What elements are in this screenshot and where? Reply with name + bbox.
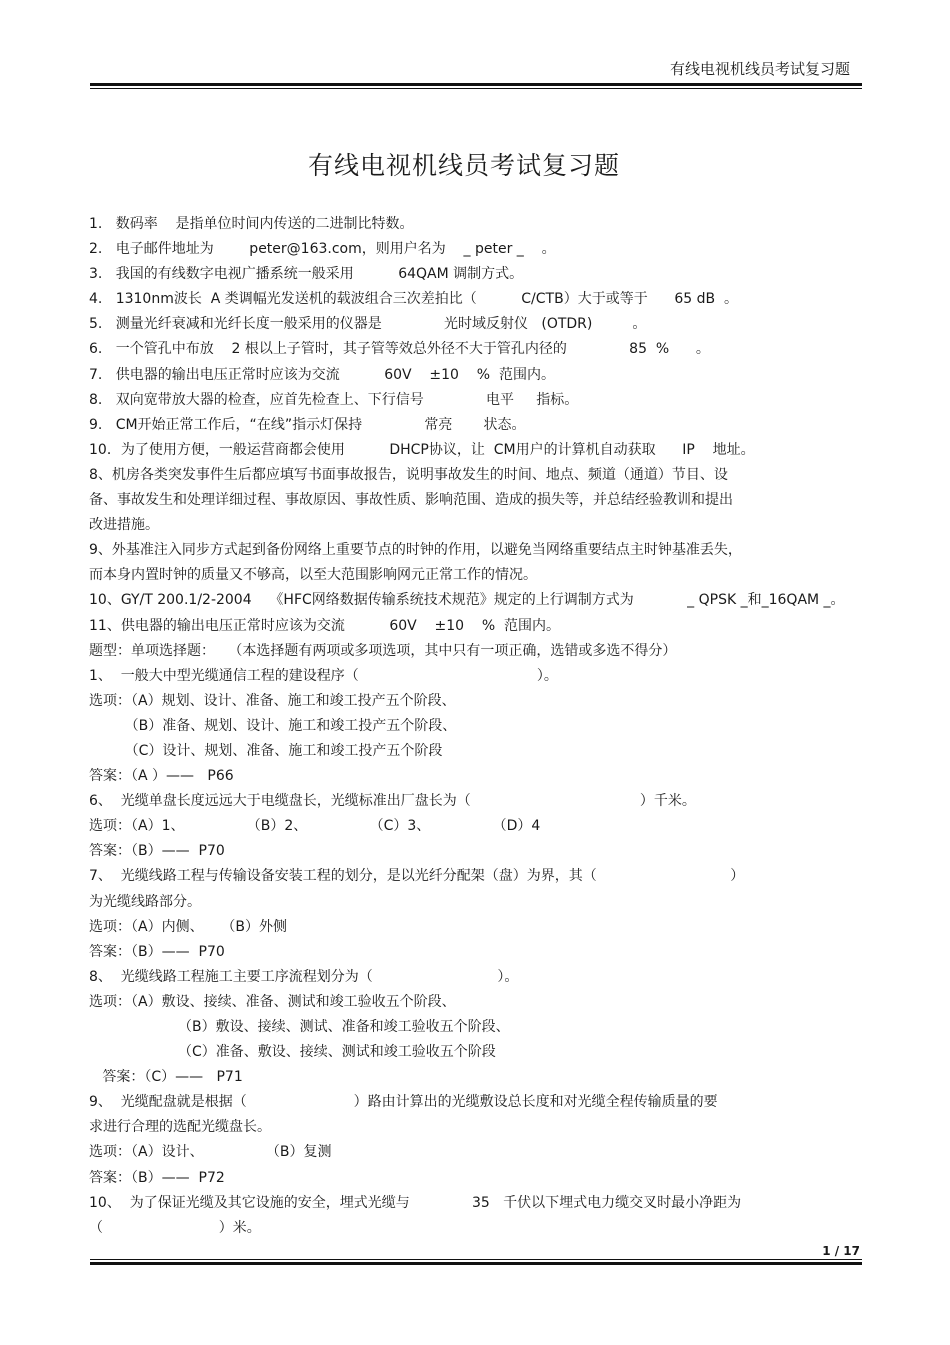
document-body bbox=[89, 212, 879, 1241]
text-line: 选项：（A）1、 （B）2、 （C）3、 （D）4 bbox=[89, 818, 541, 835]
text-line: （B）敷设、接续、测试、准备和竣工验收五个阶段、 bbox=[89, 1019, 510, 1035]
running-title: 有线电视机线员考试复习题 bbox=[669, 60, 850, 78]
text-line: 7、 光缆线路工程与传输设备安装工程的划分，是以光纤分配架（盘）为界，其（ ） bbox=[89, 868, 745, 885]
text-line: 6、 光缆单盘长度远远大于电缆盘长，光缆标准出厂盘长为（ ）千米。 bbox=[89, 793, 696, 810]
text-line: 6. 一个管孔中布放 2 根以上子管时，其子管等效总外径不大于管孔内径的 85 % 。 bbox=[89, 341, 710, 358]
text-line: 答案：（B）—— P70 bbox=[89, 943, 225, 960]
header-rule-thick bbox=[90, 83, 862, 86]
text-line: 5. 测量光纤衰减和光纤长度一般采用的仪器是 光时域反射仪 (OTDR) 。 bbox=[89, 316, 647, 333]
text-line: 8. 双向宽带放大器的检查，应首先检查上、下行信号 电平 指标。 bbox=[89, 391, 579, 408]
text-line: 选项：（A）敷设、接续、准备、测试和竣工验收五个阶段、 bbox=[89, 993, 456, 1010]
text-line: 选项：（A）设计、 （B）复测 bbox=[89, 1144, 332, 1161]
text-line: 3. 我国的有线数字电视广播系统一般采用 64QAM 调制方式。 bbox=[89, 266, 524, 283]
text-line: 2. 电子邮件地址为 peter@163.com，则用户名为 _ peter _ 。 bbox=[89, 241, 556, 258]
text-line: 8、机房各类突发事件生后都应填写书面事故报告，说明事故发生的时间、地点、频道（通道）节目、设 bbox=[89, 466, 728, 483]
text-line: 备、事故发生和处理详细过程、事故原因、事故性质、影响范围、造成的损失等，并总结经验教训和提出 bbox=[89, 492, 733, 509]
text-line: 选项：（A）内侧、 （B）外侧 bbox=[89, 918, 287, 935]
text-line: 10．为了使用方便，一般运营商都会使用 DHCP协议，让 CM用户的计算机自动获取 IP 地址。 bbox=[89, 441, 755, 458]
text-line: （C）设计、规划、准备、施工和竣工投产五个阶段 bbox=[89, 742, 443, 759]
text-line: 9、 光缆配盘就是根据（ ）路由计算出的光缆敷设总长度和对光缆全程传输质量的要 bbox=[89, 1094, 718, 1111]
text-line: 求进行合理的选配光缆盘长。 bbox=[89, 1119, 271, 1136]
header-rule-thin bbox=[90, 88, 862, 89]
text-line: （B）准备、规划、设计、施工和竣工投产五个阶段、 bbox=[89, 717, 457, 734]
text-line: 1、 一般大中型光缆通信工程的建设程序（ ）。 bbox=[89, 667, 558, 684]
text-line: 题型：单项选择题： （本选择题有两项或多项选项，其中只有一项正确，选错或多选不得分） bbox=[89, 642, 677, 659]
text-line: （ ）米。 bbox=[89, 1219, 261, 1236]
footer-rule-thick bbox=[90, 1262, 862, 1265]
text-line: 11、供电器的输出电压正常时应该为交流 60V ±10 % 范围内。 bbox=[89, 617, 561, 634]
text-line: 9. CM开始正常工作后，“在线”指示灯保持 常亮 状态。 bbox=[89, 416, 526, 433]
text-line: 答案：（B）—— P72 bbox=[89, 1169, 225, 1186]
text-line: 为光缆线路部分。 bbox=[89, 893, 201, 910]
page-number: 1 / 17 bbox=[822, 1244, 860, 1258]
text-line: 8、 光缆线路工程施工主要工序流程划分为（ ）。 bbox=[89, 968, 519, 985]
text-line: 答案：（B）—— P70 bbox=[89, 843, 225, 860]
document-title: 有线电视机线员考试复习题 bbox=[307, 151, 620, 180]
text-line: 选项：（A）规划、设计、准备、施工和竣工投产五个阶段、 bbox=[89, 692, 456, 709]
footer-rule-thin bbox=[90, 1259, 862, 1260]
text-line: 答案：（C）—— P71 bbox=[89, 1069, 243, 1086]
text-line: 10、GY/T 200.1/2-2004 《HFC网络数据传输系统技术规范》规定的上行调制方式为 _ QPSK _和_16QAM _。 bbox=[89, 592, 845, 609]
text-line: 10、 为了保证光缆及其它设施的安全，埋式光缆与 35 千伏以下埋式电力缆交叉时最小净距为 bbox=[89, 1194, 742, 1211]
text-line: 而本身内置时钟的质量又不够高，以至大范围影响网元正常工作的情况。 bbox=[89, 567, 537, 584]
text-line: 4. 1310nm波长 A 类调幅光发送机的载波组合三次差拍比（ C/CTB）大于或等于 65 dB 。 bbox=[89, 291, 739, 308]
text-line: 9、外基准注入同步方式起到备份网络上重要节点的时钟的作用，以避免当网络重要结点主时钟基准丢失， bbox=[89, 542, 742, 559]
text-line: 改进措施。 bbox=[89, 517, 159, 534]
text-line: （C）准备、敷设、接续、测试和竣工验收五个阶段 bbox=[89, 1044, 496, 1061]
text-line: 7. 供电器的输出电压正常时应该为交流 60V ±10 % 范围内。 bbox=[89, 366, 555, 383]
text-line: 1. 数码率 是指单位时间内传送的二进制比特数。 bbox=[89, 216, 414, 232]
text-line: 答案：（A ）—— P66 bbox=[89, 768, 234, 785]
